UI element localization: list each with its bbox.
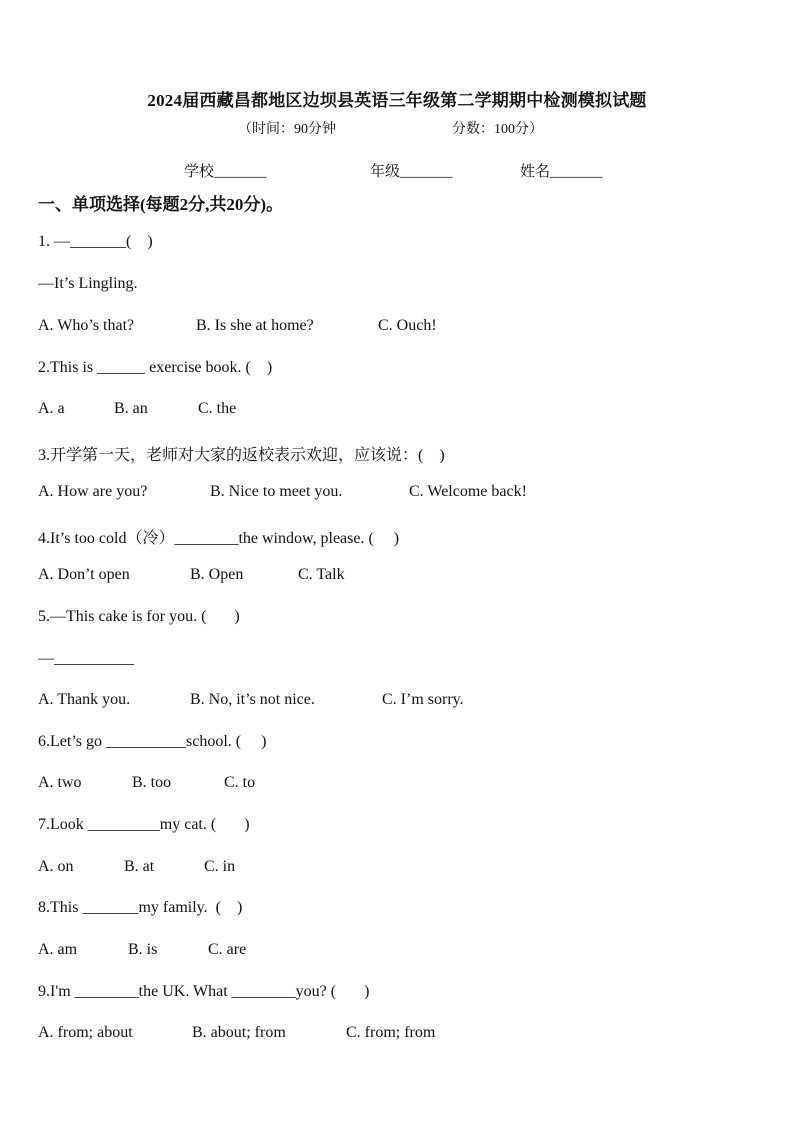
- option-b[interactable]: B. Open: [190, 566, 244, 583]
- option-a[interactable]: A. from; about: [38, 1024, 133, 1041]
- option-c[interactable]: C. in: [204, 858, 236, 875]
- option-b[interactable]: B. No, it’s not nice.: [190, 691, 315, 708]
- option-c[interactable]: C. are: [208, 941, 247, 958]
- question-8-stem: 8.This _______my family. ( ): [38, 899, 243, 916]
- question-7-stem: 7.Look _________my cat. ( ): [38, 816, 250, 833]
- option-a[interactable]: A. Who’s that?: [38, 317, 135, 334]
- question-5-line-2: —__________: [38, 650, 134, 667]
- option-c[interactable]: C. I’m sorry.: [382, 691, 464, 708]
- option-b[interactable]: B. is: [128, 941, 158, 958]
- option-b[interactable]: B. at: [124, 858, 155, 875]
- option-a[interactable]: A. two: [38, 774, 82, 791]
- question-5-stem: 5.—This cake is for you. ( ): [38, 608, 240, 625]
- option-a[interactable]: A. How are you?: [38, 483, 148, 500]
- option-b[interactable]: B. an: [114, 400, 148, 417]
- section-heading: 一、单项选择(每题2分,共20分)。: [38, 195, 284, 214]
- school-field[interactable]: 学校_______: [184, 164, 267, 180]
- option-a[interactable]: A. am: [38, 941, 78, 958]
- question-3-stem: 3.开学第一天，老师对大家的返校表示欢迎，应该说：( ): [38, 447, 445, 464]
- exam-score: 分数：100分）: [452, 122, 543, 137]
- question-9-stem: 9.I'm ________the UK. What ________you? ( ): [38, 983, 370, 1000]
- option-b[interactable]: B. about; from: [192, 1024, 286, 1041]
- question-1-stem: 1. —_______( ): [38, 233, 153, 250]
- option-c[interactable]: C. Talk: [298, 566, 345, 583]
- option-c[interactable]: C. from; from: [346, 1024, 436, 1041]
- option-b[interactable]: B. Nice to meet you.: [210, 483, 343, 500]
- option-a[interactable]: A. on: [38, 858, 74, 875]
- name-field[interactable]: 姓名_______: [520, 164, 603, 180]
- question-6-stem: 6.Let’s go __________school. ( ): [38, 733, 267, 750]
- exam-time: （时间：90分钟: [238, 122, 336, 137]
- option-c[interactable]: C. Ouch!: [378, 317, 437, 334]
- option-a[interactable]: A. Thank you.: [38, 691, 131, 708]
- option-a[interactable]: A. Don’t open: [38, 566, 130, 583]
- option-c[interactable]: C. Welcome back!: [409, 483, 527, 500]
- option-c[interactable]: C. the: [198, 400, 237, 417]
- page-title: 2024届西藏昌都地区边坝县英语三年级第二学期期中检测模拟试题: [147, 91, 647, 110]
- question-1-line-2: —It’s Lingling.: [38, 275, 138, 292]
- question-4-stem: 4.It’s too cold（冷）________the window, please. ( ): [38, 530, 400, 547]
- option-b[interactable]: B. Is she at home?: [196, 317, 314, 334]
- question-2-stem: 2.This is ______ exercise book. ( ): [38, 359, 273, 376]
- option-c[interactable]: C. to: [224, 774, 256, 791]
- grade-field[interactable]: 年级_______: [370, 164, 453, 180]
- option-b[interactable]: B. too: [132, 774, 172, 791]
- option-a[interactable]: A. a: [38, 400, 65, 417]
